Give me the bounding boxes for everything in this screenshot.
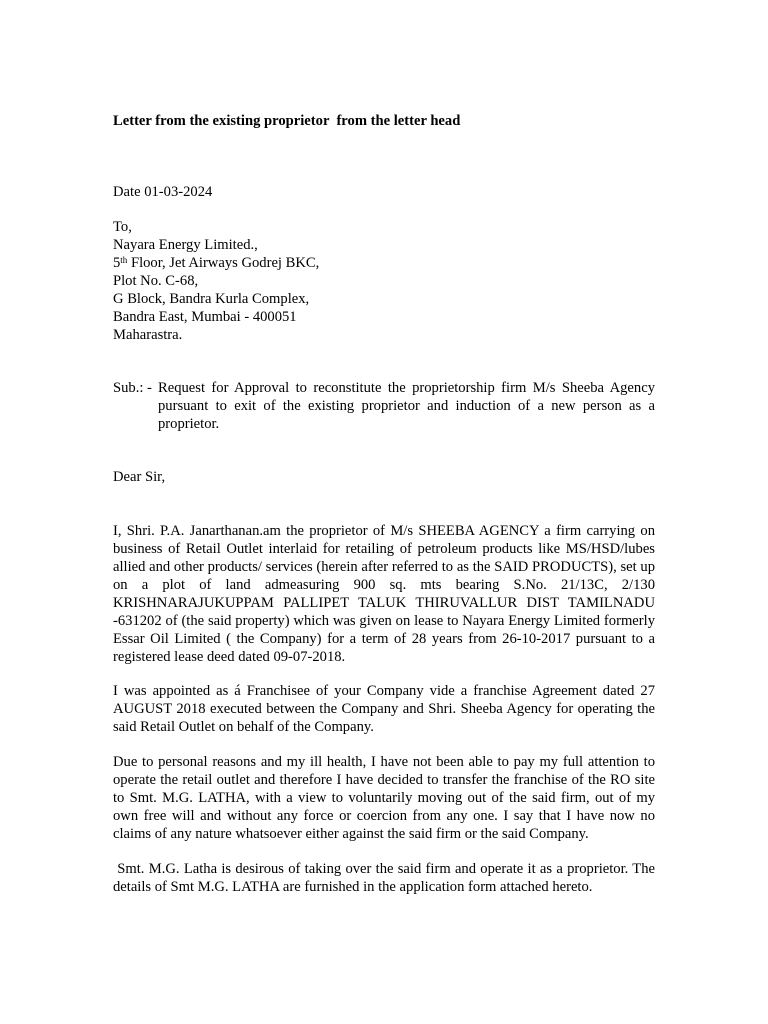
address-plot: Plot No. C-68,: [113, 273, 199, 289]
subject-label: Sub.: -: [113, 380, 152, 396]
address-to: To,: [113, 219, 132, 235]
recipient-address: [113, 218, 319, 344]
body-paragraph: I, Shri. P.A. Janarthanan.am the proprietor of M/s SHEEBA AGENCY a firm carrying on business of Retail Outlet interlaid for retailing of petroleum products like MS/HSD/lubes allied and other products/ services (herein after referred to as the SAID PRODUCTS), set up on a plot of land admeasuring 900 sq. mts bearing S.No. 21/13C, 2/130 KRISHNARAJUKUPPAM PALLIPET TALUK THIRUVALLUR DIST TAMILNADU -631202 of (the said property) which was given on lease to Nayara Energy Limited formerly Essar Oil Limited ( the Company) for a term of 28 years from 26-10-2017 pursuant to a registered lease deed dated 09-07-2018.: [113, 523, 655, 665]
address-block: G Block, Bandra Kurla Complex,: [113, 291, 310, 307]
address-company: Nayara Energy Limited.,: [113, 237, 258, 253]
letter-heading: Letter from the existing proprietor from the letter head: [113, 113, 461, 129]
subject-text: Request for Approval to reconstitute the proprietorship firm M/s Sheeba Agency pursuant to exit of the existing proprietor and induction of a new person as a proprietor.: [158, 380, 655, 432]
address-floor: [113, 254, 319, 272]
subject-block: [113, 379, 655, 433]
body-paragraph: Due to personal reasons and my ill health, I have not been able to pay my full attention to operate the retail outlet and therefore I have decided to transfer the franchise of the RO site to Smt. M.G. LATHA, with a view to voluntarily moving out of the said firm, out of my own free will and without any force or coercion from any one. I say that I have now no claims of any nature whatsoever either against the said firm or the said Company.: [113, 754, 655, 842]
body-paragraph: I was appointed as á Franchisee of your Company vide a franchise Agreement dated 27 AUGUST 2018 executed between the Company and Shri. Sheeba Agency for operating the said Retail Outlet on behalf of the Company.: [113, 683, 655, 735]
address-floor-number: 5: [113, 255, 121, 271]
letter-date: Date 01-03-2024: [113, 184, 213, 200]
address-city: Bandra East, Mumbai - 400051: [113, 309, 297, 325]
body-paragraph: Smt. M.G. Latha is desirous of taking over the said firm and operate it as a proprietor. The details of Smt M.G. LATHA are furnished in the application form attached hereto.: [113, 861, 659, 895]
salutation: Dear Sir,: [113, 469, 166, 485]
address-floor-rest: Floor, Jet Airways Godrej BKC,: [127, 255, 320, 271]
address-state: Maharastra.: [113, 327, 183, 343]
address-floor-superscript: th: [120, 255, 128, 265]
